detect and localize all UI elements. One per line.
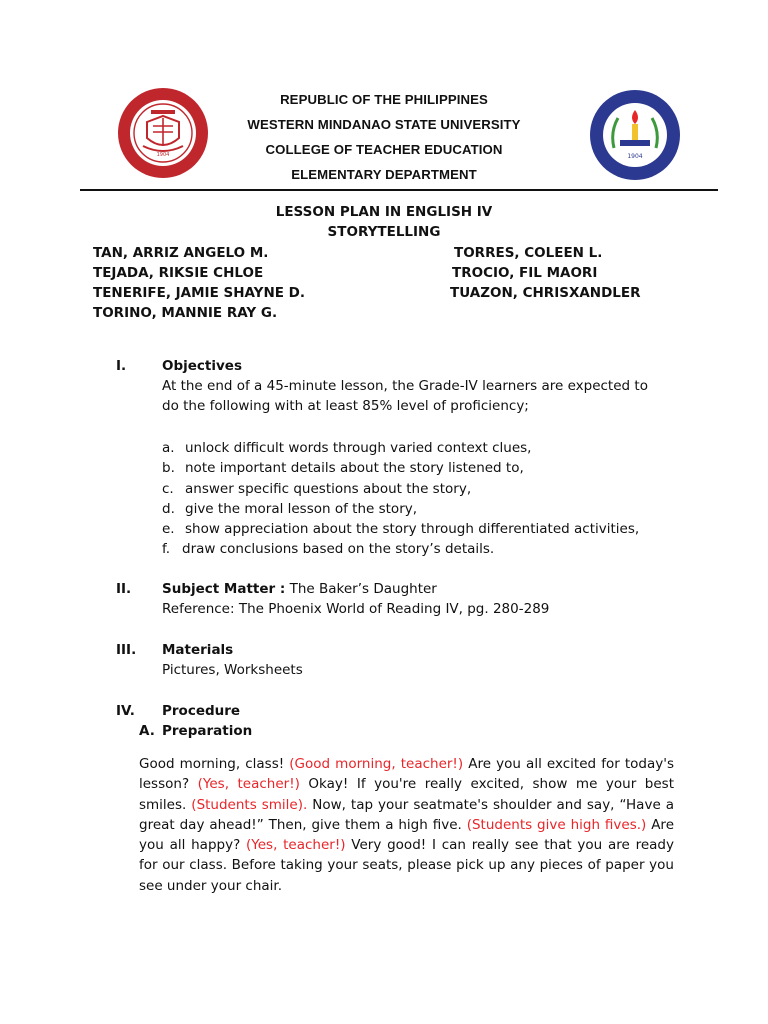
author-left-4: TORINO, MANNIE RAY G. (93, 305, 278, 321)
materials-value: Pictures, Worksheets (162, 662, 303, 678)
author-right-3: TUAZON, CHRISXANDLER (450, 285, 641, 301)
preparation-paragraph (139, 754, 674, 896)
section-numeral: III. (116, 642, 137, 658)
objectives-intro: At the end of a 45-minute lesson, the Grade-IV learners are expected to do the following with at least 85% level of proficiency; (162, 378, 648, 415)
objective-item: d. give the moral lesson of the story, (162, 500, 418, 517)
student-response: (Students smile). (191, 796, 308, 813)
section-numeral: II. (116, 581, 132, 597)
dialogue-segment: Are you all excited for today's lesson? (139, 756, 674, 793)
objective-item: e. show appreciation about the story through differentiated activities, (162, 521, 640, 538)
lesson-plan-subtitle: STORYTELLING (327, 224, 441, 240)
svg-text:1904: 1904 (627, 153, 643, 160)
lesson-plan-title: LESSON PLAN IN ENGLISH IV (275, 204, 493, 220)
procedure-heading: Procedure (162, 703, 241, 719)
subsection-letter: A. (139, 723, 155, 739)
dialogue-segment: Are you all happy? (139, 816, 674, 854)
author-left-1: TAN, ARRIZ ANGELO M. (93, 245, 269, 261)
objective-item: b. note important details about the story listened to, (162, 460, 524, 477)
header-republic: REPUBLIC OF THE PHILIPPINES (280, 92, 488, 107)
objective-item: a. unlock difficult words through varied context clues, (162, 440, 532, 456)
objectives-list (162, 438, 639, 560)
author-left-2: TEJADA, RIKSIE CHLOE (93, 265, 264, 281)
author-right-1: TORRES, COLEEN L. (454, 245, 603, 261)
objectives-heading: Objectives (162, 358, 242, 374)
student-response: (Students give high fives.) (466, 816, 647, 833)
student-response: (Good morning, teacher!) (289, 756, 464, 772)
dialogue-segment: Good morning, class! (139, 756, 290, 772)
header-college: COLLEGE OF TEACHER EDUCATION (265, 142, 503, 157)
svg-text:1904: 1904 (156, 152, 170, 158)
objective-item: c. answer specific questions about the story, (162, 480, 472, 497)
dialogue-segment: Okay! If you're really excited, show me your best smiles. (139, 776, 674, 813)
header-divider (80, 189, 718, 191)
dialogue-segment: Very good! I can really see that you are ready for our class. Before taking your seats, please pick up any pieces of paper you see under your chair. (139, 837, 674, 894)
author-left-3: TENERIFE, JAMIE SHAYNE D. (93, 285, 305, 301)
section-numeral: I. (116, 358, 127, 374)
author-right-2: TROCIO, FIL MAORI (452, 265, 598, 281)
header-university: WESTERN MINDANAO STATE UNIVERSITY (247, 117, 521, 132)
dialogue-segment: Now, tap your seatmate's shoulder and say, “Have a great day ahead!” Then, give them a high five. (139, 796, 674, 833)
objective-item: f. draw conclusions based on the story’s details. (162, 541, 495, 558)
materials-heading: Materials (162, 642, 234, 658)
section-numeral: IV. (116, 703, 135, 719)
student-response: (Yes, teacher!) (246, 837, 346, 854)
preparation-heading: Preparation (162, 723, 253, 739)
subject-matter-reference: Reference: The Phoenix World of Reading IV, pg. 280-289 (162, 601, 550, 617)
student-response: (Yes, teacher!) (197, 776, 300, 793)
header-department: ELEMENTARY DEPARTMENT (291, 167, 477, 182)
subject-matter-line: Subject Matter : The Baker’s Daughter (162, 581, 437, 597)
